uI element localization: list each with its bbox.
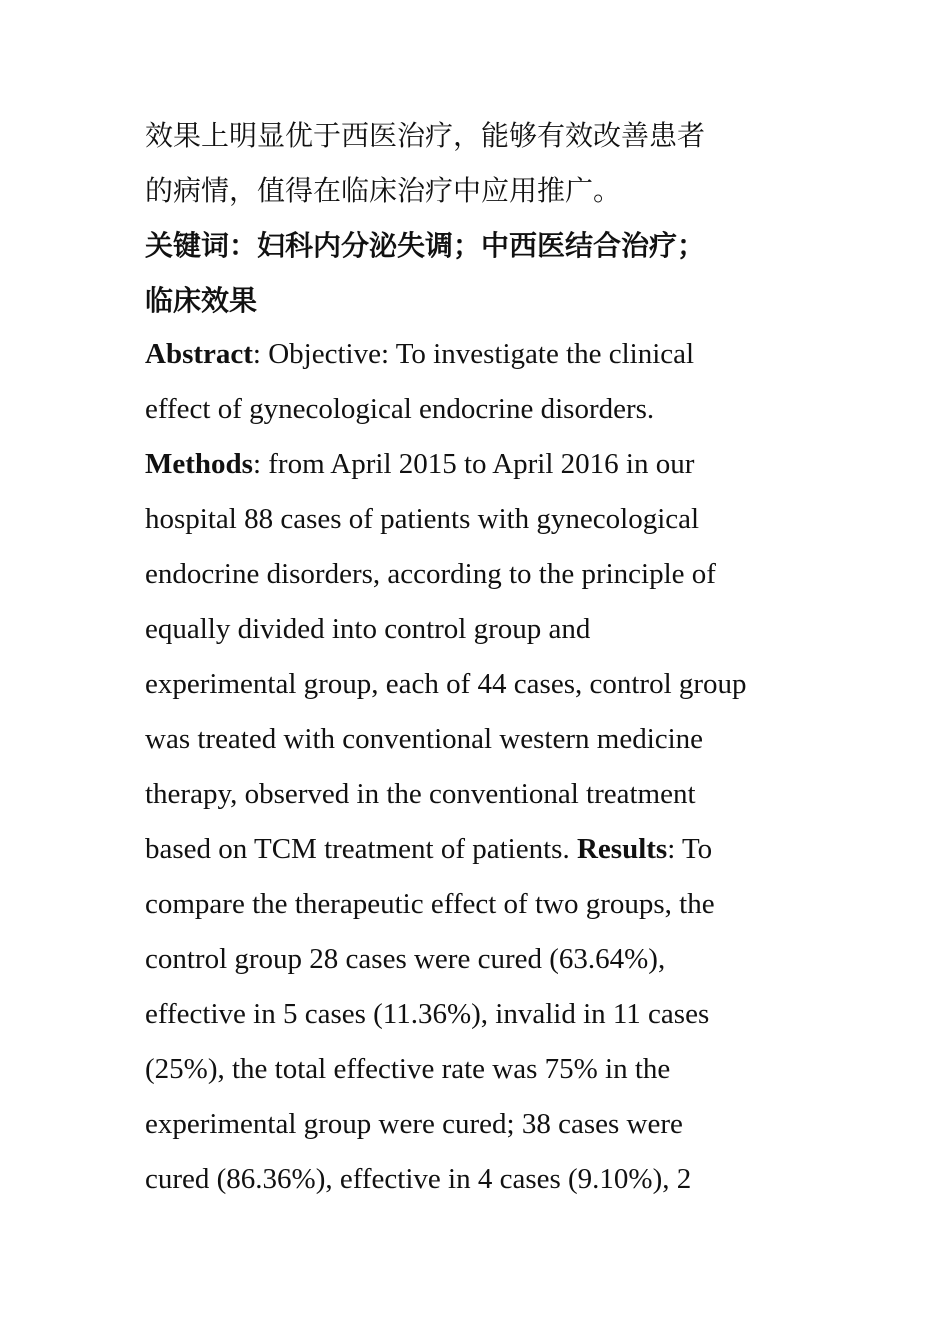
tail-line-6: cured (86.36%), effective in 4 cases (9.10%), 2	[145, 1163, 692, 1195]
methods-text: : from April 2015 to April 2016 in our	[252, 448, 695, 480]
results-suffix-text: : To	[667, 833, 713, 865]
methods-heading: Methods	[145, 448, 253, 480]
body-line-1: hospital 88 cases of patients with gynecological	[145, 503, 700, 535]
keywords-line-2: 临床效果	[145, 284, 258, 317]
methods-line-1	[145, 446, 694, 482]
body-line-5: was treated with conventional western medicine	[145, 723, 704, 755]
tail-line-4: (25%), the total effective rate was 75% in the	[145, 1053, 671, 1085]
abstract-heading: Abstract	[145, 338, 253, 370]
tail-line-5: experimental group were cured; 38 cases were	[145, 1108, 683, 1140]
results-heading: Results	[576, 833, 668, 865]
body-line-4: experimental group, each of 44 cases, control group	[145, 668, 747, 700]
abstract-line-2: effect of gynecological endocrine disorders.	[145, 393, 655, 425]
tail-line-1: compare the therapeutic effect of two groups, the	[145, 888, 715, 920]
chinese-text-line-2: 的病情，值得在临床治疗中应用推广。	[145, 174, 622, 207]
abstract-objective-text: : Objective: To investigate the clinical	[252, 338, 695, 370]
body-line-2: endocrine disorders, according to the principle of	[145, 558, 716, 590]
keywords-line-1: 关键词：妇科内分泌失调；中西医结合治疗；	[145, 229, 706, 262]
tail-line-3: effective in 5 cases (11.36%), invalid in 11 cases	[145, 998, 710, 1030]
chinese-text-line-1: 效果上明显优于西医治疗，能够有效改善患者	[145, 119, 706, 152]
body-line-3: equally divided into control group and	[145, 613, 591, 645]
results-line	[145, 831, 712, 867]
abstract-line-1	[145, 336, 694, 372]
body-line-6: therapy, observed in the conventional treatment	[145, 778, 696, 810]
results-prefix-text: based on TCM treatment of patients.	[145, 833, 577, 865]
tail-line-2: control group 28 cases were cured (63.64%),	[145, 943, 666, 975]
